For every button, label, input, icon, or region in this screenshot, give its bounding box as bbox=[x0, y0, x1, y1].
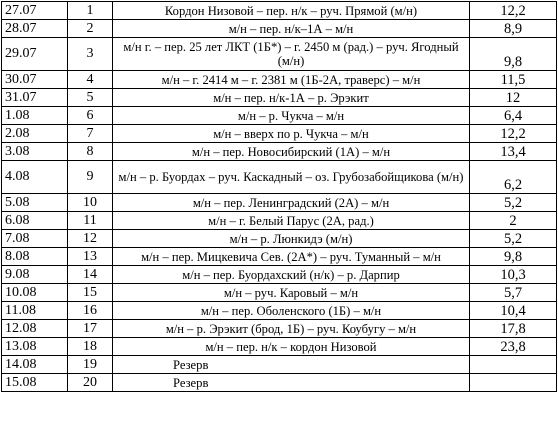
distance-km: 13,4 bbox=[470, 143, 557, 161]
route-description: м/н – пер. Оболенского (1Б) – м/н bbox=[113, 302, 470, 320]
day-number: 2 bbox=[68, 20, 113, 38]
table-row bbox=[2, 161, 557, 194]
route-description: м/н – р. Буордах – руч. Каскадный – оз. Грубозабойщикова (м/н) bbox=[113, 161, 470, 194]
table-row bbox=[2, 338, 557, 356]
day-number: 17 bbox=[68, 320, 113, 338]
table-row bbox=[2, 107, 557, 125]
route-description: м/н – руч. Каровый – м/н bbox=[113, 284, 470, 302]
day-date: 10.08 bbox=[2, 284, 68, 302]
route-description: Резерв bbox=[113, 374, 470, 392]
route-description: м/н – пер. Буордахский (н/к) – р. Дарпир bbox=[113, 266, 470, 284]
day-number: 11 bbox=[68, 212, 113, 230]
distance-km: 9,8 bbox=[470, 248, 557, 266]
route-description: м/н – пер. н/к – кордон Низовой bbox=[113, 338, 470, 356]
table-row bbox=[2, 302, 557, 320]
day-number: 6 bbox=[68, 107, 113, 125]
day-number: 16 bbox=[68, 302, 113, 320]
distance-km bbox=[470, 374, 557, 392]
day-date: 13.08 bbox=[2, 338, 68, 356]
day-date: 7.08 bbox=[2, 230, 68, 248]
distance-km: 11,5 bbox=[470, 71, 557, 89]
table-row bbox=[2, 248, 557, 266]
day-date: 12.08 bbox=[2, 320, 68, 338]
table-row bbox=[2, 125, 557, 143]
route-description: м/н – г. 2414 м – г. 2381 м (1Б-2А, траверс) – м/н bbox=[113, 71, 470, 89]
table-row bbox=[2, 356, 557, 374]
route-description: м/н – вверх по р. Чукча – м/н bbox=[113, 125, 470, 143]
table-row bbox=[2, 284, 557, 302]
table-row bbox=[2, 38, 557, 71]
route-description: м/н – пер. Мицкевича Сев. (2А*) – руч. Туманный – м/н bbox=[113, 248, 470, 266]
distance-km: 8,9 bbox=[470, 20, 557, 38]
table-row bbox=[2, 194, 557, 212]
day-date: 28.07 bbox=[2, 20, 68, 38]
table-row bbox=[2, 230, 557, 248]
day-date: 3.08 bbox=[2, 143, 68, 161]
day-number: 1 bbox=[68, 2, 113, 20]
route-description: м/н – р. Эрэкит (брод, 1Б) – руч. Коубугу – м/н bbox=[113, 320, 470, 338]
route-description: м/н – пер. Ленинградский (2А) – м/н bbox=[113, 194, 470, 212]
distance-km: 17,8 bbox=[470, 320, 557, 338]
day-number: 14 bbox=[68, 266, 113, 284]
distance-km: 12,2 bbox=[470, 2, 557, 20]
table-row bbox=[2, 320, 557, 338]
day-date: 5.08 bbox=[2, 194, 68, 212]
day-date: 29.07 bbox=[2, 38, 68, 71]
route-schedule-table bbox=[1, 1, 557, 392]
distance-km: 10,3 bbox=[470, 266, 557, 284]
day-number: 13 bbox=[68, 248, 113, 266]
table-row bbox=[2, 20, 557, 38]
route-description: м/н – р. Чукча – м/н bbox=[113, 107, 470, 125]
day-date: 1.08 bbox=[2, 107, 68, 125]
day-number: 5 bbox=[68, 89, 113, 107]
day-date: 14.08 bbox=[2, 356, 68, 374]
day-number: 4 bbox=[68, 71, 113, 89]
day-date: 4.08 bbox=[2, 161, 68, 194]
day-date: 11.08 bbox=[2, 302, 68, 320]
day-number: 10 bbox=[68, 194, 113, 212]
distance-km: 5,7 bbox=[470, 284, 557, 302]
day-number: 15 bbox=[68, 284, 113, 302]
distance-km: 9,8 bbox=[470, 38, 557, 71]
route-description: м/н – р. Люнкидэ (м/н) bbox=[113, 230, 470, 248]
day-number: 8 bbox=[68, 143, 113, 161]
route-description: Резерв bbox=[113, 356, 470, 374]
table-row bbox=[2, 374, 557, 392]
day-number: 3 bbox=[68, 38, 113, 71]
day-date: 27.07 bbox=[2, 2, 68, 20]
distance-km: 2 bbox=[470, 212, 557, 230]
distance-km bbox=[470, 356, 557, 374]
distance-km: 5,2 bbox=[470, 230, 557, 248]
table-row bbox=[2, 89, 557, 107]
route-description: м/н г. – пер. 25 лет ЛКТ (1Б*) – г. 2450 м (рад.) – руч. Ягодный (м/н) bbox=[113, 38, 470, 71]
route-description: Кордон Низовой – пер. н/к – руч. Прямой (м/н) bbox=[113, 2, 470, 20]
distance-km: 12 bbox=[470, 89, 557, 107]
table-row bbox=[2, 266, 557, 284]
distance-km: 10,4 bbox=[470, 302, 557, 320]
table-row bbox=[2, 143, 557, 161]
day-number: 19 bbox=[68, 356, 113, 374]
day-date: 8.08 bbox=[2, 248, 68, 266]
distance-km: 23,8 bbox=[470, 338, 557, 356]
day-number: 9 bbox=[68, 161, 113, 194]
day-date: 31.07 bbox=[2, 89, 68, 107]
route-description: м/н – пер. н/к–1А – м/н bbox=[113, 20, 470, 38]
day-date: 9.08 bbox=[2, 266, 68, 284]
day-number: 18 bbox=[68, 338, 113, 356]
day-date: 15.08 bbox=[2, 374, 68, 392]
distance-km: 12,2 bbox=[470, 125, 557, 143]
day-date: 2.08 bbox=[2, 125, 68, 143]
day-date: 6.08 bbox=[2, 212, 68, 230]
distance-km: 6,2 bbox=[470, 161, 557, 194]
route-description: м/н – г. Белый Парус (2А, рад.) bbox=[113, 212, 470, 230]
table-row bbox=[2, 212, 557, 230]
route-description: м/н – пер. н/к-1А – р. Эрэкит bbox=[113, 89, 470, 107]
table-row bbox=[2, 71, 557, 89]
day-number: 20 bbox=[68, 374, 113, 392]
day-date: 30.07 bbox=[2, 71, 68, 89]
table-row bbox=[2, 2, 557, 20]
distance-km: 5,2 bbox=[470, 194, 557, 212]
day-number: 12 bbox=[68, 230, 113, 248]
route-description: м/н – пер. Новосибирский (1А) – м/н bbox=[113, 143, 470, 161]
day-number: 7 bbox=[68, 125, 113, 143]
distance-km: 6,4 bbox=[470, 107, 557, 125]
